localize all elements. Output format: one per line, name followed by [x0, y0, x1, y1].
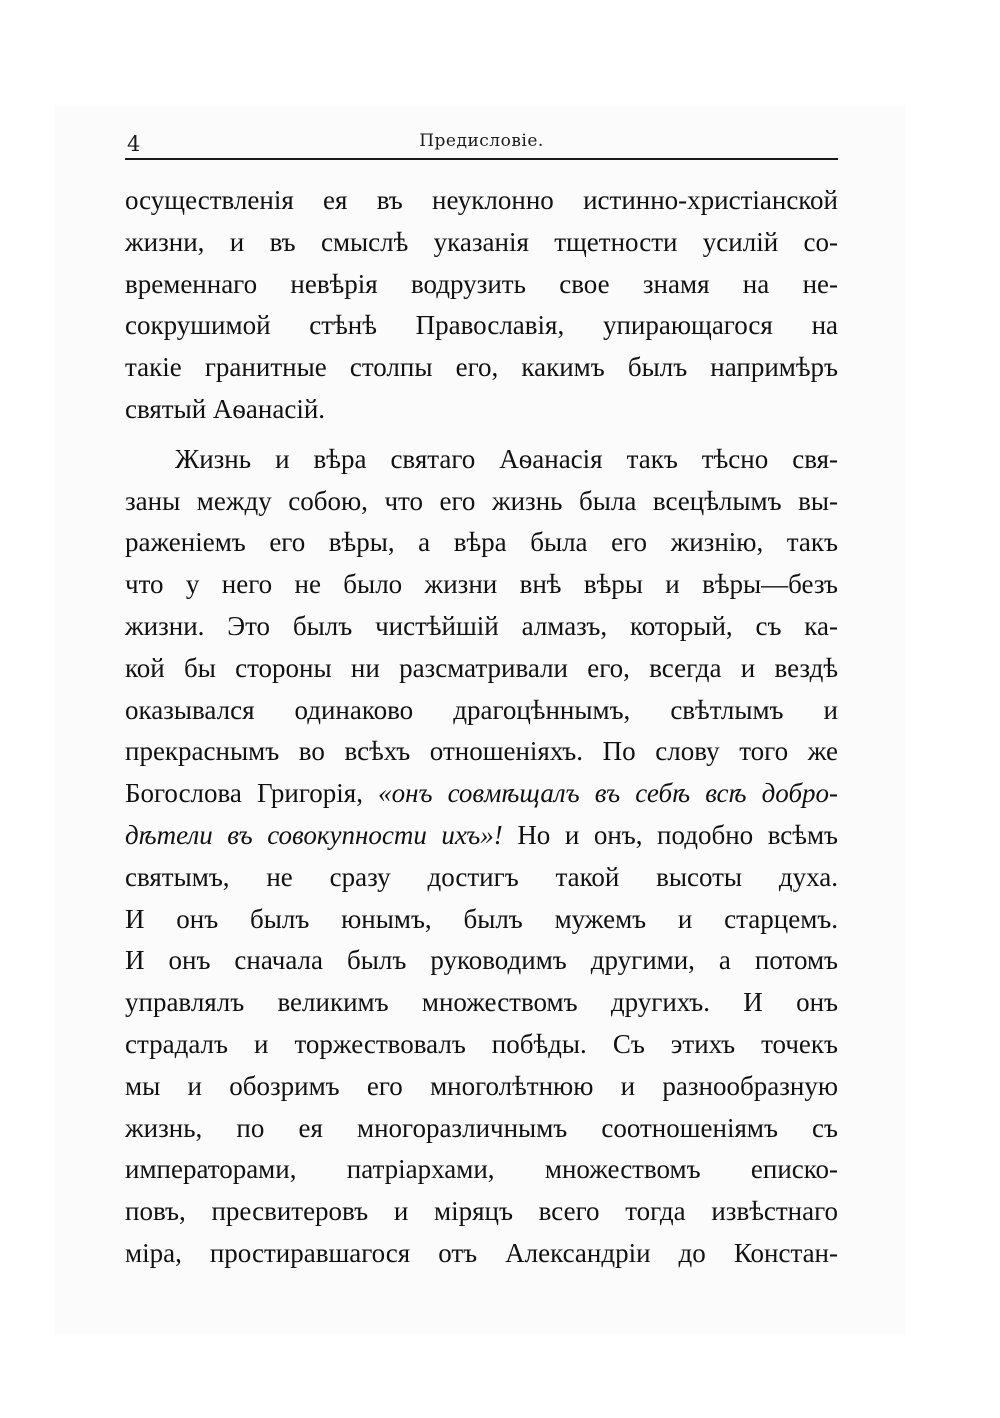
text-line: сокрушимой стѣнѣ Православія, упирающагося на	[125, 310, 838, 341]
running-title: Предисловіе.	[419, 131, 544, 151]
text-line: жизни, и въ смыслѣ указанія тщетности усилій со-	[125, 226, 838, 257]
body-text	[125, 180, 838, 1275]
text-line: что у него не было жизни внѣ вѣры и вѣры—безъ	[125, 569, 838, 600]
text-line: жизни. Это былъ чистѣйшій алмазъ, который, съ ка-	[125, 610, 838, 641]
quotation: дѣтели въ совокупности ихъ»!	[125, 819, 503, 850]
text-line-with-quote	[125, 815, 838, 857]
text-line: императорами, патріархами, множествомъ еписко-	[125, 1154, 838, 1185]
paragraph-1	[125, 180, 838, 431]
page-number: 4	[127, 132, 141, 156]
text-line: прекраснымъ во всѣхъ отношеніяхъ. По слову того же	[125, 736, 838, 767]
text-line: И онъ сначала былъ руководимъ другими, а потомъ	[125, 945, 838, 976]
text-fragment: Богослова Григорія,	[125, 778, 363, 809]
text-line: заны между собою, что его жизнь была всецѣлымъ вы-	[125, 485, 838, 516]
text-line: міра, простиравшагося отъ Александріи до Констан-	[125, 1237, 838, 1268]
text-line: И онъ былъ юнымъ, былъ мужемъ и старцемъ.	[125, 903, 838, 934]
paragraph-2	[125, 439, 838, 1275]
text-line: повъ, пресвитеровъ и міряцъ всего тогда извѣстнаго	[125, 1196, 838, 1227]
quotation: «онъ совмѣщалъ въ себѣ всѣ добро-	[378, 778, 839, 809]
text-line: раженіемъ его вѣры, а вѣра была его жизнію, такъ	[125, 527, 838, 558]
page-header	[125, 128, 838, 160]
text-line: мы и обозримъ его многолѣтнюю и разнообразную	[125, 1070, 838, 1101]
text-line-with-quote	[125, 773, 838, 815]
text-line: страдалъ и торжествовалъ побѣды. Съ этихъ точекъ	[125, 1028, 838, 1059]
text-line: управлялъ великимъ множествомъ другихъ. И онъ	[125, 987, 838, 1018]
text-line: осуществленія ея въ неуклонно истинно-христіанской	[125, 185, 838, 215]
text-line: временнаго невѣрія водрузить свое знамя на не-	[125, 268, 838, 299]
text-line: кой бы стороны ни разсматривали его, всегда и вездѣ	[125, 652, 838, 683]
text-line: жизнь, по ея многоразличнымъ соотношеніямъ съ	[125, 1112, 838, 1143]
text-line: святымъ, не сразу достигъ такой высоты духа.	[125, 861, 838, 892]
text-line: святый Аѳанасій.	[125, 393, 326, 424]
text-fragment: Но и онъ, подобно всѣмъ	[517, 819, 838, 850]
text-line: такіе гранитные столпы его, какимъ былъ напримѣръ	[125, 352, 838, 383]
text-line: Жизнь и вѣра святаго Аѳанасія такъ тѣсно свя-	[175, 443, 838, 474]
text-line: оказывался одинаково драгоцѣннымъ, свѣтлымъ и	[125, 694, 838, 725]
